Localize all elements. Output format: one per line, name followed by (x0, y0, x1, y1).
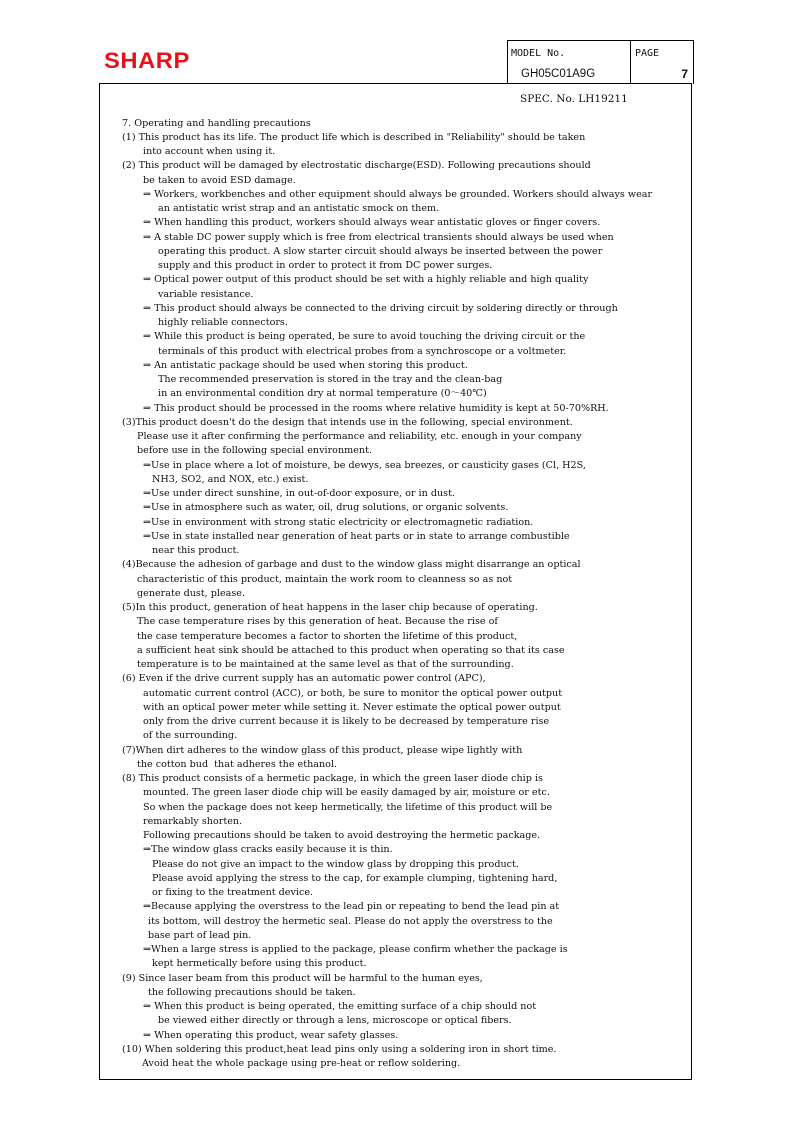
text-line: ⇒ Workers, workbenches and other equipment should always be grounded. Workers should always wear (143, 189, 653, 200)
text-line: (5)In this product, generation of heat happens in the laser chip because of operating. (122, 602, 538, 613)
text-line: only from the drive current because it is likely to be decreased by temperature rise (143, 716, 550, 727)
page-label: PAGE (635, 48, 660, 59)
text-line: variable resistance. (158, 289, 254, 300)
text-line: an antistatic wrist strap and an antistatic smock on them. (158, 203, 440, 214)
header-divider (630, 41, 631, 84)
text-line: Please avoid applying the stress to the cap, for example clumping, tightening hard, (152, 873, 558, 884)
header-info-box (507, 40, 694, 84)
text-line: ⇒Use in environment with strong static electricity or electromagnetic radiation. (143, 517, 534, 528)
sharp-logo: SHARP (104, 48, 190, 73)
text-line: generate dust, please. (137, 588, 246, 599)
text-line: ⇒ While this product is being operated, be sure to avoid touching the driving circuit or the (143, 331, 586, 342)
text-line: operating this product. A slow starter circuit should always be inserted between the power (158, 246, 603, 257)
text-line: So when the package does not keep hermetically, the lifetime of this product will be (143, 802, 553, 813)
text-line: be taken to avoid ESD damage. (143, 175, 296, 186)
text-line: ⇒ When handling this product, workers should always wear antistatic gloves or finger covers. (143, 217, 601, 228)
text-line: the following precautions should be taken. (148, 987, 356, 998)
text-line: mounted. The green laser diode chip will be easily damaged by air, moisture or etc. (143, 787, 550, 798)
text-line: Please use it after confirming the performance and reliability, etc. enough in your company (137, 431, 582, 442)
text-line: Please do not give an impact to the window glass by dropping this product. (152, 859, 519, 870)
page-number: 7 (681, 67, 688, 81)
text-line: ⇒The window glass cracks easily because it is thin. (143, 844, 393, 855)
text-line: near this product. (152, 545, 240, 556)
text-line: of the surrounding. (143, 730, 238, 741)
text-line: (4)Because the adhesion of garbage and dust to the window glass might disarrange an optical (122, 559, 581, 570)
text-line: ⇒ When this product is being operated, the emitting surface of a chip should not (143, 1001, 537, 1012)
text-line: ⇒Because applying the overstress to the lead pin or repeating to bend the lead pin at (143, 901, 560, 912)
text-line: in an environmental condition dry at normal temperature (0～40℃) (158, 388, 487, 399)
text-line: (8) This product consists of a hermetic package, in which the green laser diode chip is (122, 773, 543, 784)
text-line: temperature is to be maintained at the same level as that of the surrounding. (137, 659, 514, 670)
text-line: (1) This product has its life. The product life which is described in "Reliability" should be taken (122, 132, 586, 143)
text-line: or fixing to the treatment device. (152, 887, 314, 898)
spec-number: SPEC. No. LH19211 (520, 93, 628, 105)
text-line: ⇒When a large stress is applied to the package, please confirm whether the package is (143, 944, 568, 955)
text-line: with an optical power meter while setting it. Never estimate the optical power output (143, 702, 561, 713)
text-line: kept hermetically before using this product. (152, 958, 367, 969)
text-line: highly reliable connectors. (158, 317, 288, 328)
text-line: ⇒Use in state installed near generation of heat parts or in state to arrange combustible (143, 531, 570, 542)
section-heading: 7. Operating and handling precautions (122, 118, 311, 129)
text-line: automatic current control (ACC), or both, be sure to monitor the optical power output (143, 688, 563, 699)
text-line: before use in the following special environment. (137, 445, 373, 456)
text-line: terminals of this product with electrical probes from a synchroscope or a voltmeter. (158, 346, 567, 357)
text-line: NH3, SO2, and NOX, etc.) exist. (152, 474, 309, 485)
text-line: (10) When soldering this product,heat lead pins only using a soldering iron in short time. (122, 1044, 557, 1055)
text-line: remarkably shorten. (143, 816, 243, 827)
text-line: the case temperature becomes a factor to shorten the lifetime of this product, (137, 631, 518, 642)
text-line: the cotton bud that adheres the ethanol. (137, 759, 338, 770)
text-line: a sufficient heat sink should be attached to this product when operating so that its case (137, 645, 565, 656)
text-line: The case temperature rises by this generation of heat. Because the rise of (137, 616, 498, 627)
text-line: ⇒Use under direct sunshine, in out-of-door exposure, or in dust. (143, 488, 455, 499)
text-line: (2) This product will be damaged by electrostatic discharge(ESD). Following precautions should (122, 160, 591, 171)
text-line: (9) Since laser beam from this product will be harmful to the human eyes, (122, 973, 483, 984)
text-line: The recommended preservation is stored in the tray and the clean-bag (158, 374, 503, 385)
text-line: ⇒Use in atmosphere such as water, oil, drug solutions, or organic solvents. (143, 502, 509, 513)
text-line: into account when using it. (143, 146, 276, 157)
model-number: GH05C01A9G (521, 68, 596, 80)
text-line: (3)This product doesn't do the design that intends use in the following, special environment. (122, 417, 573, 428)
text-line: base part of lead pin. (148, 930, 252, 941)
text-line: ⇒ An antistatic package should be used when storing this product. (143, 360, 468, 371)
model-label: MODEL No. (511, 48, 566, 59)
text-line: ⇒ This product should always be connected to the driving circuit by soldering directly or through (143, 303, 618, 314)
text-line: ⇒Use in place where a lot of moisture, be dewys, sea breezes, or causticity gases (Cl, H2S, (143, 460, 586, 471)
text-line: Following precautions should be taken to avoid destroying the hermetic package. (143, 830, 541, 841)
text-line: ⇒ This product should be processed in the rooms where relative humidity is kept at 50-70%RH. (143, 403, 609, 414)
text-line: ⇒ A stable DC power supply which is free from electrical transients should always be used when (143, 232, 614, 243)
text-line: its bottom, will destroy the hermetic seal. Please do not apply the overstress to the (148, 916, 553, 927)
text-line: ⇒ When operating this product, wear safety glasses. (143, 1030, 399, 1041)
text-line: Avoid heat the whole package using pre-heat or reflow soldering. (142, 1058, 461, 1069)
text-line: ⇒ Optical power output of this product should be set with a highly reliable and high quality (143, 274, 589, 285)
text-line: characteristic of this product, maintain the work room to cleanness so as not (137, 574, 513, 585)
text-line: supply and this product in order to protect it from DC power surges. (158, 260, 493, 271)
text-line: (6) Even if the drive current supply has an automatic power control (APC), (122, 673, 486, 684)
text-line: (7)When dirt adheres to the window glass of this product, please wipe lightly with (122, 745, 523, 756)
text-line: be viewed either directly or through a lens, microscope or optical fibers. (158, 1015, 512, 1026)
